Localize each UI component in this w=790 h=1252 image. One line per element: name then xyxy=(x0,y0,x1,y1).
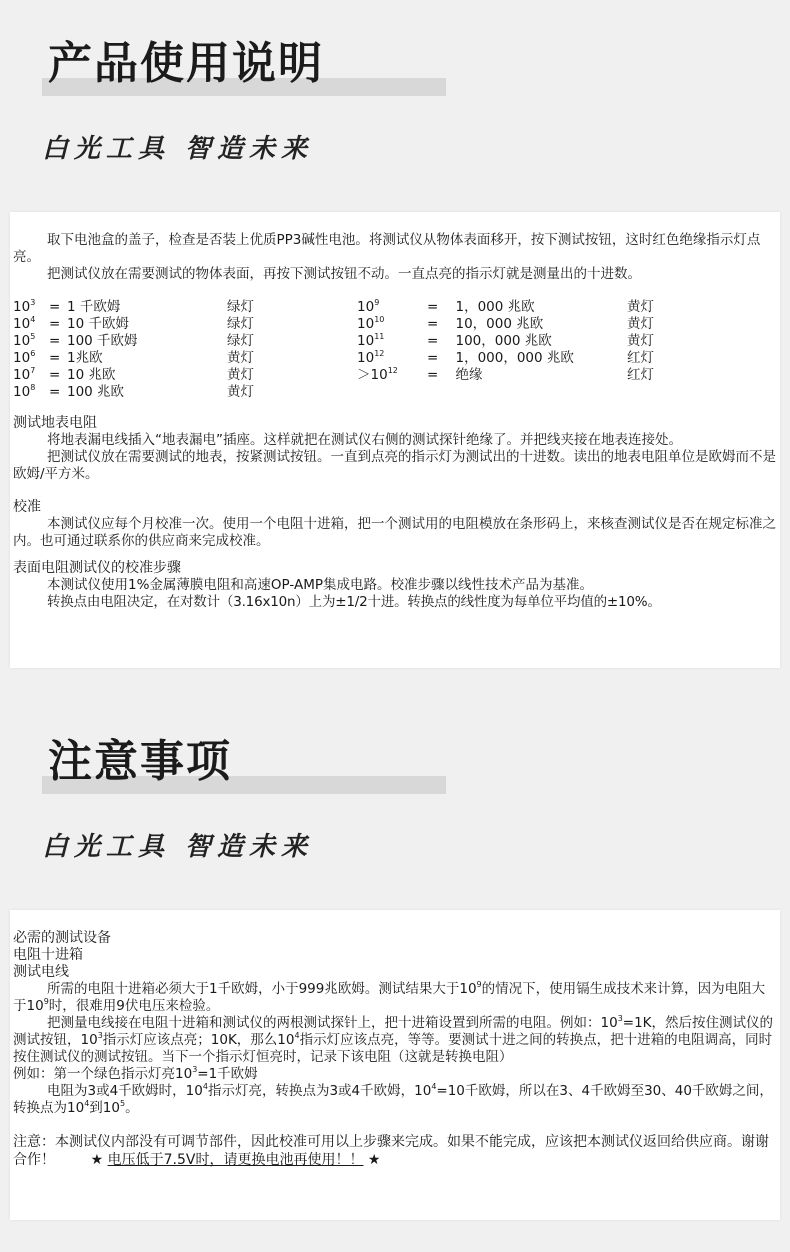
value-cell: 10 兆欧 xyxy=(67,367,116,383)
lamp-cell: 黄灯 xyxy=(227,367,254,383)
pow-cell xyxy=(357,384,427,401)
example-line: 例如：第一个绿色指示灯亮$10^3=1$千欧姆 xyxy=(13,1065,258,1082)
eq-cell: = xyxy=(49,299,61,315)
value-cell: = 1，000，000 兆欧 xyxy=(427,350,574,366)
star-icon: ★ xyxy=(90,1152,104,1168)
procedure-paragraph: 把测量电线接在电阻十进箱和测试仪的两根测试探针上，把十进箱设置到所需的电阻。例如：$10^3=1K$，然后按住测试仪的测试按钮，$10^3$指示灯应该点亮；10K，那么$10^4$指示灯应该点亮，等等。要测试十进之间的转换点，把十进箱的电阻调高，同时按住测试仪的测试按钮。当下一个指示灯恒亮时，记录下该电阻（这就是转换电阻） xyxy=(13,1014,774,1065)
battery-warning: 电压低于7.5V时，请更换电池再使用！！ xyxy=(107,1152,364,1168)
table-row xyxy=(13,350,687,367)
calibration-paragraph: 本测试仪应每个月校准一次。使用一个电阻十进箱，把一个测试用的电阻模放在条形码上，来核查测试仪是否在规定标准之内。也可通过联系你的供应商来完成校准。 xyxy=(13,516,776,549)
value-cell: = 绝缘 xyxy=(427,367,483,383)
lamp-cell: 红灯 xyxy=(627,350,654,366)
instructions-panel xyxy=(10,212,780,668)
lamp-cell: 绿灯 xyxy=(227,333,254,349)
pow-cell: $10^7$ xyxy=(13,366,36,383)
lamp-cell xyxy=(627,384,687,401)
calibration-heading: 校准 xyxy=(13,499,41,515)
value-cell xyxy=(427,384,627,401)
ground-paragraph-2: 把测试仪放在需要测试的地表，按紧测试按钮。一直到点亮的指示灯为测试出的十进数。读出的地表电阻单位是欧姆而不是欧姆/平方米。 xyxy=(13,449,776,482)
pow-cell: $10^4$ xyxy=(13,315,36,332)
pow-cell: $10^{11}$ xyxy=(357,332,385,349)
decade-box-paragraph: 所需的电阻十进箱必须大于1千欧姆，小于999兆欧姆。测试结果大于$10^9$的情况下，使用镉生成技术来计算，因为电阻大于$10^9$时，很难用9伏电压来检验。 xyxy=(13,980,766,1014)
lamp-cell: 绿灯 xyxy=(227,316,254,332)
pow-cell: $>10^{12}$ xyxy=(357,366,398,383)
section-title: 注意事项 xyxy=(48,736,232,787)
lamp-cell: 黄灯 xyxy=(227,350,254,366)
pow-cell: $10^{10}$ xyxy=(357,315,385,332)
table-row xyxy=(13,299,687,316)
precautions-panel xyxy=(10,910,780,1220)
value-cell: = 100，000 兆欧 xyxy=(427,333,552,349)
intro-paragraph-2: 把测试仪放在需要测试的物体表面，再按下测试按钮不动。一直点亮的指示灯就是测量出的十进数。 xyxy=(47,266,641,282)
pow-cell: $10^5$ xyxy=(13,332,36,349)
eq-cell: = xyxy=(49,384,61,400)
table-row xyxy=(13,316,687,333)
eq-cell: = xyxy=(49,316,61,332)
value-cell: 1兆欧 xyxy=(67,350,103,366)
star-icon: ★ xyxy=(367,1152,381,1168)
eq-cell: = xyxy=(49,367,61,383)
ground-paragraph-1: 将地表漏电线插入“地表漏电”插座。这样就把在测试仪右侧的测试探针绝缘了。并把线夹接在地表连接处。 xyxy=(47,432,682,448)
ground-test-heading: 测试地表电阻 xyxy=(13,415,97,431)
calibration-steps-heading: 表面电阻测试仪的校准步骤 xyxy=(13,560,181,576)
equipment-item: 测试电线 xyxy=(13,964,69,980)
value-cell: = 10，000 兆欧 xyxy=(427,316,544,332)
eq-cell: = xyxy=(49,333,61,349)
section-title: 产品使用说明 xyxy=(48,38,324,89)
table-row xyxy=(13,384,687,401)
pow-cell: $10^6$ xyxy=(13,349,36,366)
value-cell: 1 千欧姆 xyxy=(67,299,121,315)
lamp-cell: 红灯 xyxy=(627,367,654,383)
pow-cell: $10^9$ xyxy=(357,298,380,315)
pow-cell: $10^3$ xyxy=(13,298,36,315)
pow-cell: $10^8$ xyxy=(13,383,36,400)
table-row xyxy=(13,367,687,384)
eq-cell: = xyxy=(49,350,61,366)
brand-slogan: 白光工具 智造未来 xyxy=(42,134,314,164)
lamp-cell: 黄灯 xyxy=(627,316,654,332)
value-cell: 100 千欧姆 xyxy=(67,333,138,349)
lamp-cell: 绿灯 xyxy=(227,299,254,315)
equipment-item: 电阻十进箱 xyxy=(13,947,83,963)
lamp-cell: 黄灯 xyxy=(627,333,654,349)
pow-cell: $10^{12}$ xyxy=(357,349,385,366)
equipment-heading: 必需的测试设备 xyxy=(13,930,111,946)
brand-slogan: 白光工具 智造未来 xyxy=(42,832,314,862)
resistance-table xyxy=(13,299,687,401)
lamp-cell: 黄灯 xyxy=(227,384,254,400)
value-cell: 10 千欧姆 xyxy=(67,316,129,332)
value-cell: = 1，000 兆欧 xyxy=(427,299,535,315)
transition-paragraph: 电阻为3或4千欧姆时，$10^4$指示灯亮，转换点为3或4千欧姆，$10^4=10$千欧姆，所以在3、4千欧姆至30、40千欧姆之间，转换点为$10^4$到$10^5$。 xyxy=(13,1082,773,1116)
lamp-cell: 黄灯 xyxy=(627,299,654,315)
steps-paragraph-1: 本测试仪使用1%金属薄膜电阻和高速OP-AMP集成电路。校准步骤以线性技术产品为基准。 xyxy=(47,577,593,593)
value-cell: 100 兆欧 xyxy=(67,384,125,400)
steps-paragraph-2: 转换点由电阻决定，在对数计（3.16x10n）上为±1/2十进。转换点的线性度为每单位平均值的±10%。 xyxy=(47,594,661,610)
note-paragraph: 注意：本测试仪内部没有可调节部件，因此校准可用以上步骤来完成。如果不能完成，应该把本测试仪返回给供应商。谢谢合作！ ★ 电压低于7.5V时，请更换电池再使用！！ ★ xyxy=(13,1134,769,1168)
intro-paragraph-1: 取下电池盒的盖子，检查是否装上优质PP3碱性电池。将测试仪从物体表面移开，按下测试按钮，这时红色绝缘指示灯点亮。 xyxy=(13,232,761,265)
table-row xyxy=(13,333,687,350)
